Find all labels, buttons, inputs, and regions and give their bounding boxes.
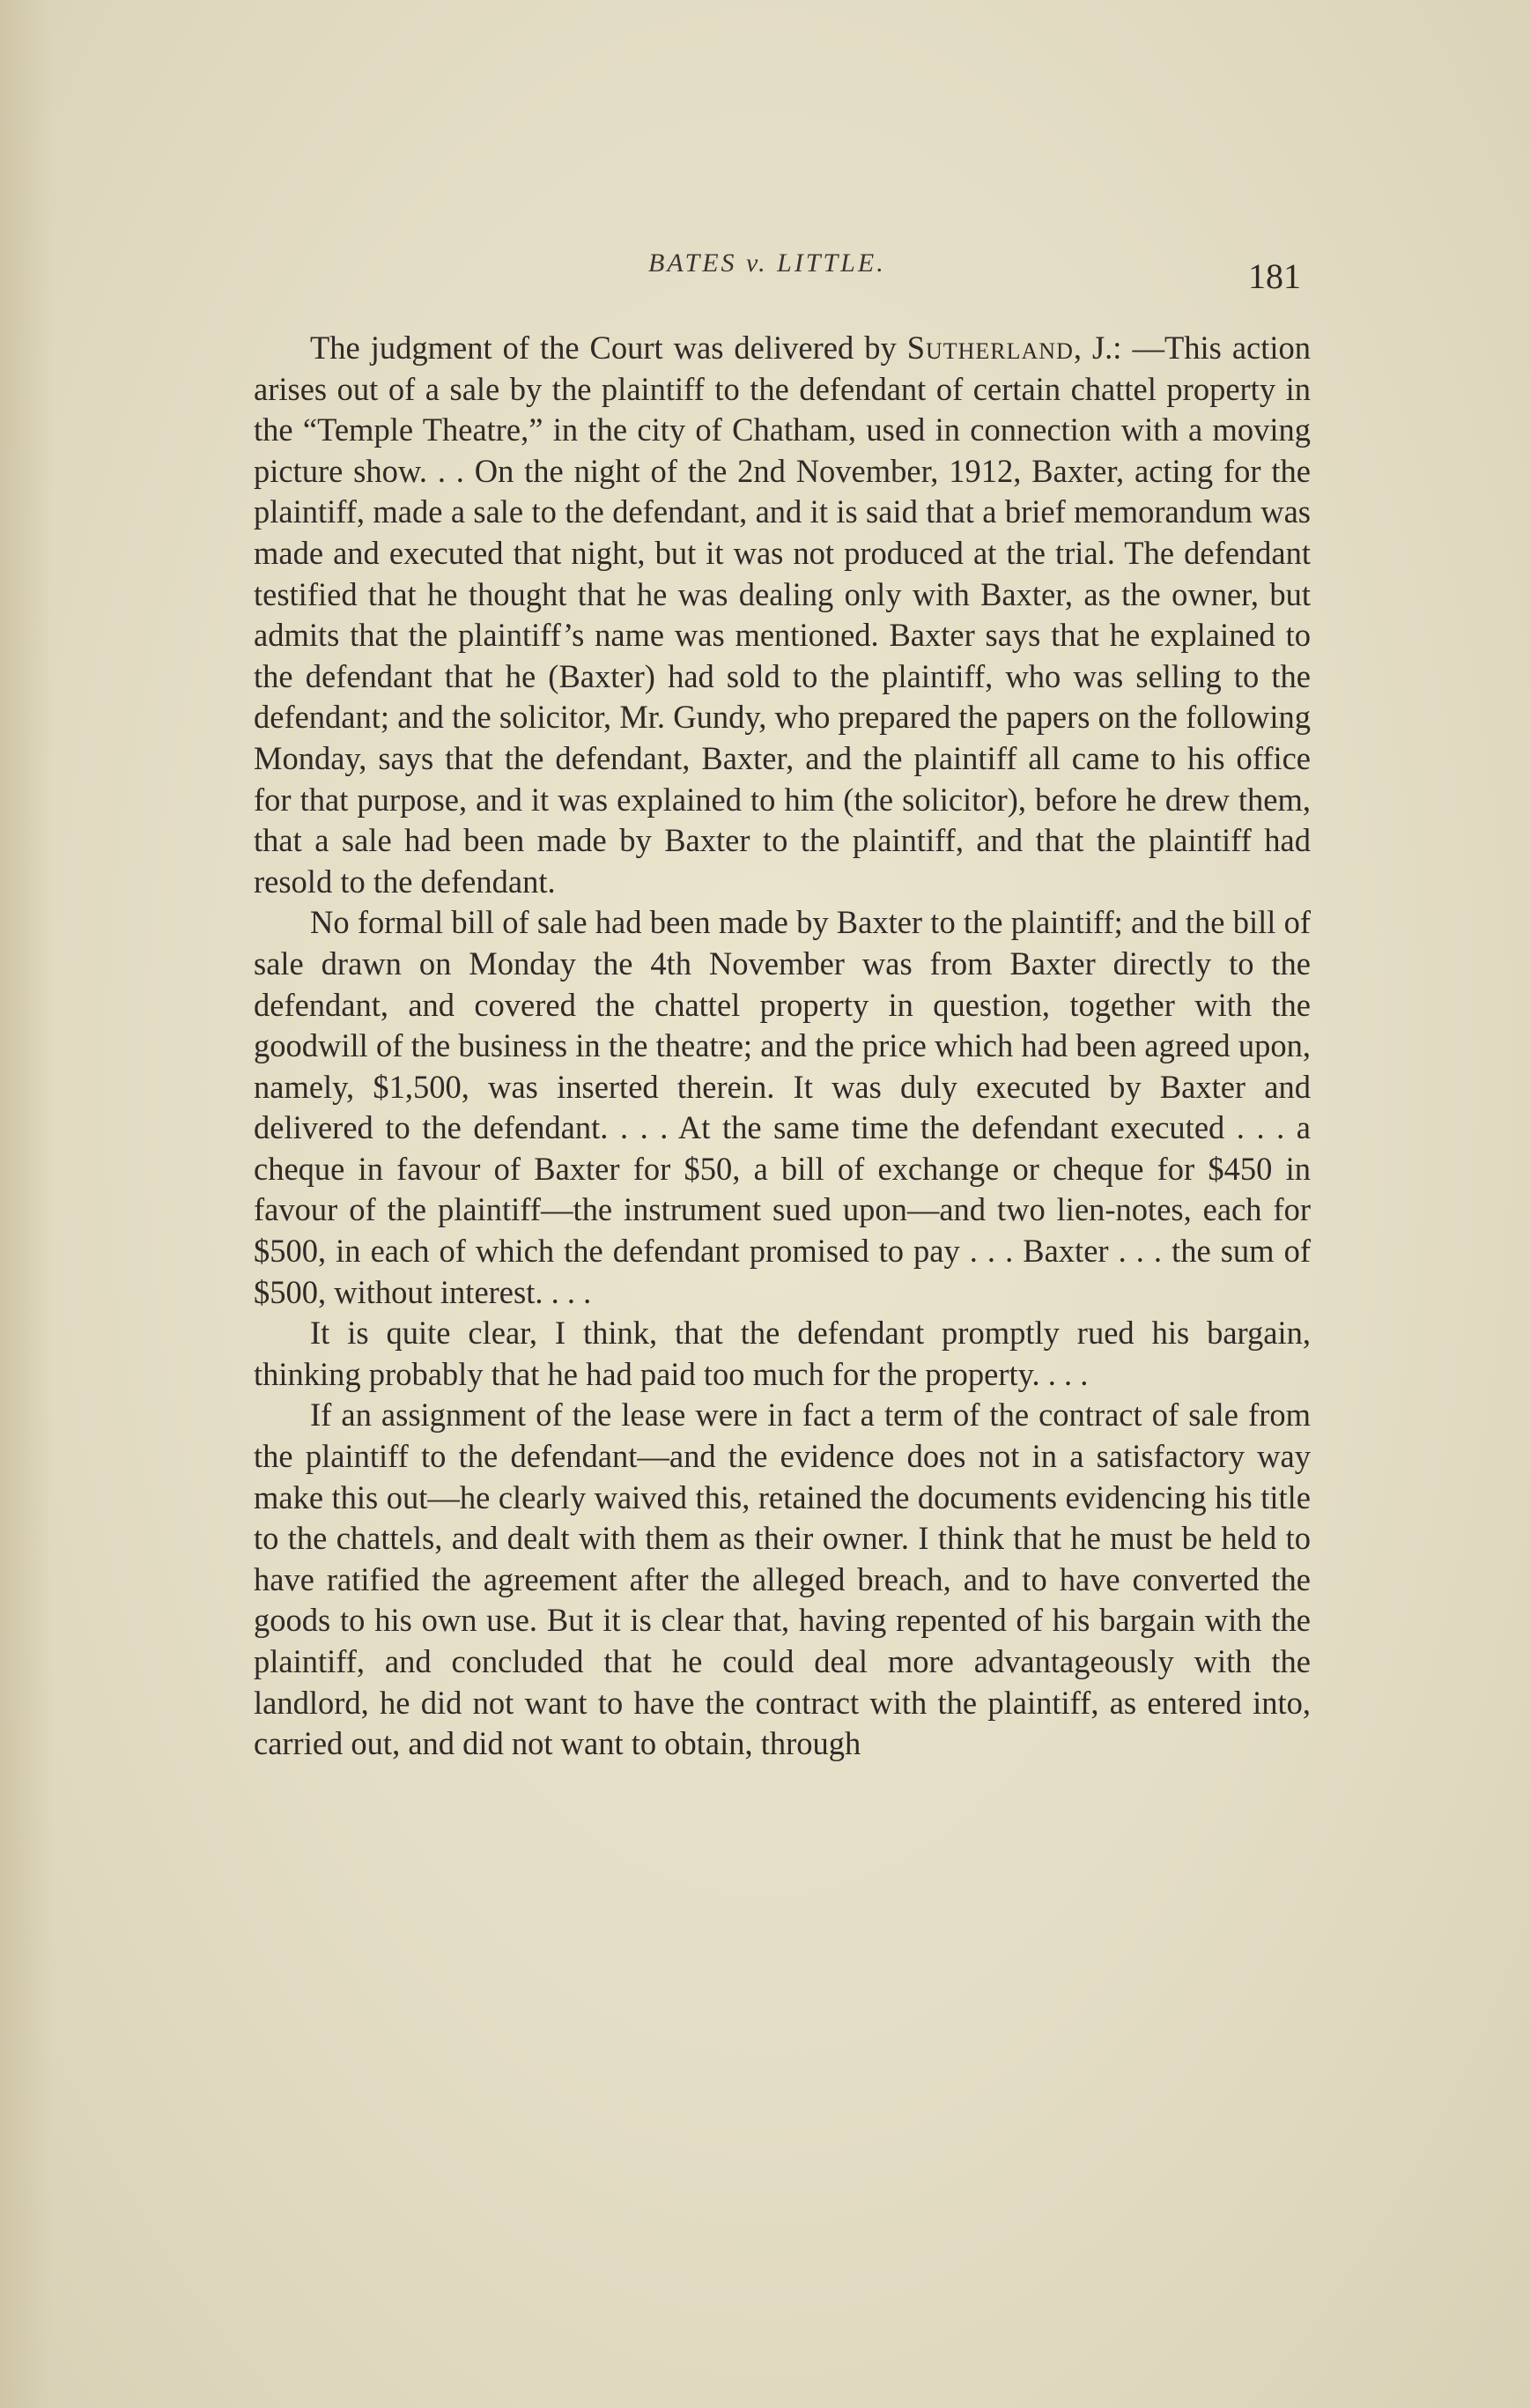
body-text	[254, 328, 1311, 1765]
judge-name: Sutherland	[906, 330, 1074, 366]
paragraph-4: If an assignment of the lease were in fact a term of the contract of sale from the plaintiff to the defendant—and the evidence does not in a satisfactory way make this out—he clearly waived this, retained the documents evidencing his title to the chattels, and dealt with them as their owner. I think that he must be held to have ratified the agreement after the alleged breach, and to have converted the goods to his own use. But it is clear that, having repented of his bargain with the plaintiff, and concluded that he could deal more advantageously with the landlord, he did not want to have the contract with the plaintiff, as entered into, carried out, and did not want to obtain, through	[254, 1397, 1311, 1762]
page-number: 181	[1248, 256, 1301, 296]
running-head: BATES v. LITTLE.	[648, 248, 886, 278]
paragraph-1-text: —This action arises out of a sale by the plaintiff to the defendant of certain chattel property in the “Temple Theatre,” in the city of Chatham, used in connection with a moving picture show. . . On the night of the 2nd November, 1912, Baxter, acting for the plaintiff, made a sale to the defendant, and it is said that a brief memorandum was made and executed that night, but it was not produced at the trial. The defendant testified that he thought that he was dealing only with Baxter, as the owner, but admits that the plaintiff’s name was mentioned. Baxter says that he explained to the defendant that he (Baxter) had sold to the plaintiff, who was selling to the defendant; and the solicitor, Mr. Gundy, who prepared the papers on the following Monday, says that the defendant, Baxter, and the plaintiff all came to his office for that purpose, and it was explained to him (the solicitor), before he drew them, that a sale had been made by Baxter to the plaintiff, and that the plaintiff had resold to the defendant.	[254, 330, 1311, 900]
judge-suffix: , J.:	[1073, 330, 1122, 366]
paragraph-1	[254, 328, 1311, 902]
paragraph-2: No formal bill of sale had been made by Baxter to the plaintiff; and the bill of sale drawn on Monday the 4th November was from Baxter directly to the defendant, and covered the chattel property in question, together with the goodwill of the business in the theatre; and the price which had been agreed upon, namely, $1,500, was inserted therein. It was duly executed by Baxter and delivered to the defendant. . . . At the same time the defendant executed . . . a cheque in favour of Baxter for $50, a bill of exchange or cheque for $450 in favour of the plaintiff—the instrument sued upon—and two lien-notes, each for $500, in each of which the defendant promised to pay . . . Baxter . . . the sum of $500, without interest. . . .	[254, 904, 1311, 1310]
paragraph-1-opening: The judgment of the Court was delivered by	[310, 330, 907, 366]
page-header	[0, 247, 1530, 300]
paragraph-3: It is quite clear, I think, that the defendant promptly rued his bargain, thinking probably that he had paid too much for the property. . . .	[254, 1315, 1311, 1392]
